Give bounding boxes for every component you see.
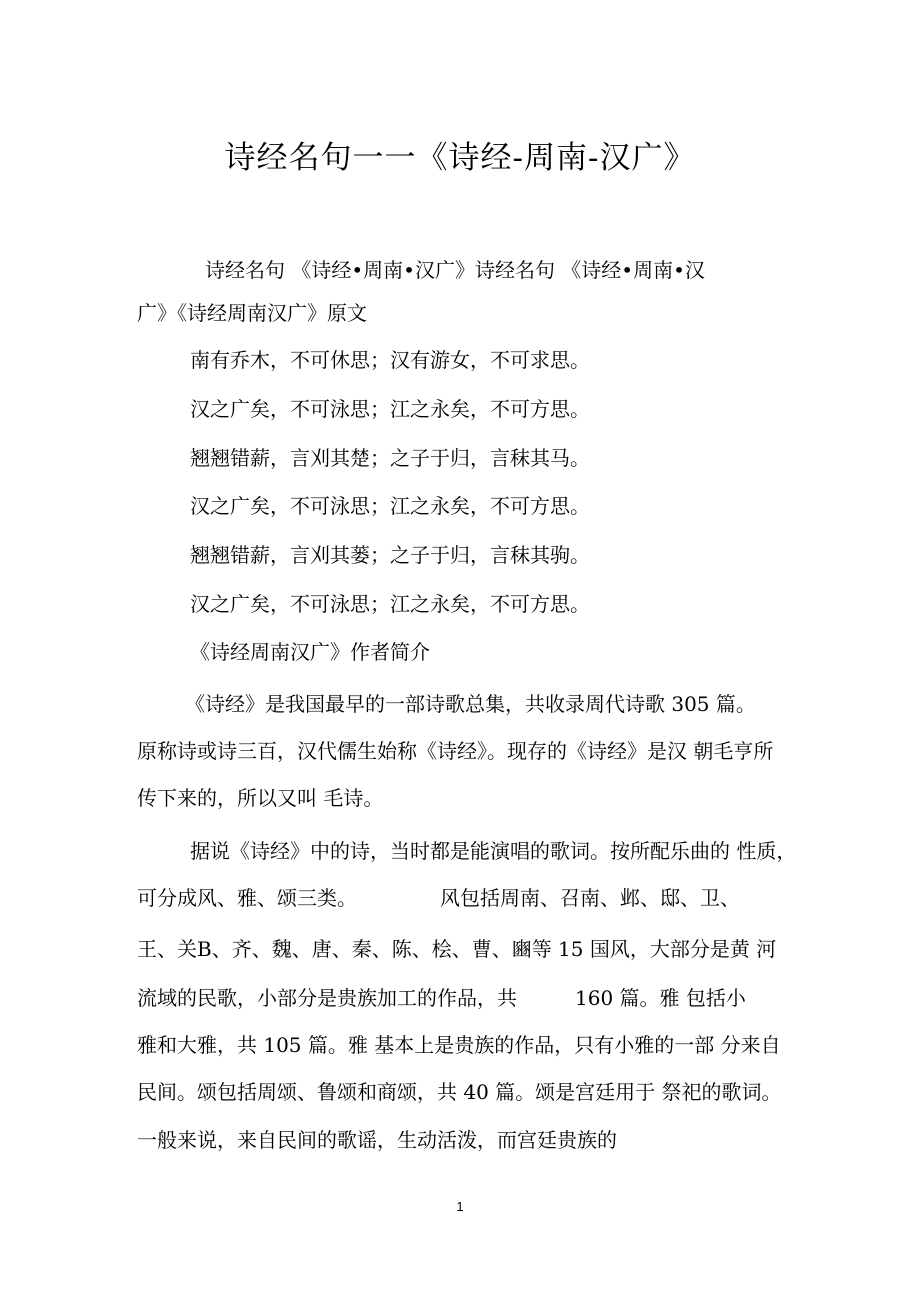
paragraph-line: 一般来说，来自民间的歌谣，生动活泼，而宫廷贵族的: [137, 1128, 617, 1152]
paragraph-line: 王、关B、齐、魏、唐、秦、陈、桧、曹、豳等 15 国风，大部分是黄 河: [137, 937, 777, 961]
intro-line-1: 诗经名句 《诗经•周南•汉广》诗经名句 《诗经•周南•汉: [205, 258, 705, 282]
poem-line: 汉之广矣，不可泳思；江之永矣，不可方思。: [190, 397, 590, 421]
document-title: 诗经名句一一《诗经-周南-汉广》: [224, 140, 696, 176]
paragraph-line: 《诗经》是我国最早的一部诗歌总集，共收录周代诗歌 305 篇。: [185, 692, 756, 716]
paragraph-line: 民间。颂包括周颂、鲁颂和商颂，共 40 篇。颂是宫廷用于 祭祀的歌词。: [137, 1080, 782, 1104]
paragraph-line: 据说《诗经》中的诗，当时都是能演唱的歌词。按所配乐曲的 性质，: [190, 839, 797, 863]
paragraph-line: 风包括周南、召南、邺、邸、卫、: [440, 886, 740, 910]
paragraph-line: 雅和大雅，共 105 篇。雅 基本上是贵族的作品，只有小雅的一部 分来自: [137, 1033, 781, 1057]
paragraph-line: 可分成风、雅、颂三类。: [137, 886, 357, 910]
paragraph-line: 传下来的，所以又叫 毛诗。: [137, 786, 384, 810]
poem-line: 汉之广矣，不可泳思；江之永矣，不可方思。: [190, 592, 590, 616]
poem-line: 翘翘错薪，言刈其楚；之子于归，言秣其马。: [190, 446, 590, 470]
poem-line: 南有乔木，不可休思；汉有游女，不可求思。: [190, 348, 590, 372]
paragraph-line: 流域的民歌，小部分是贵族加工的作品，共: [137, 986, 517, 1010]
poem-line: 翘翘错薪，言刈其蒌；之子于归，言秣其驹。: [190, 543, 590, 567]
paragraph-line: 160 篇。雅 包括小: [575, 986, 746, 1010]
intro-line-2: 广》《诗经周南汉广》原文: [137, 301, 367, 325]
poem-line: 汉之广矣，不可泳思；江之永矣，不可方思。: [190, 494, 590, 518]
section-heading: 《诗经周南汉广》作者简介: [190, 640, 430, 664]
paragraph-line: 原称诗或诗三百，汉代儒生始称《诗经》。现存的《诗经》是汉 朝毛亨所: [137, 739, 774, 763]
page-number: 1: [456, 1199, 464, 1214]
